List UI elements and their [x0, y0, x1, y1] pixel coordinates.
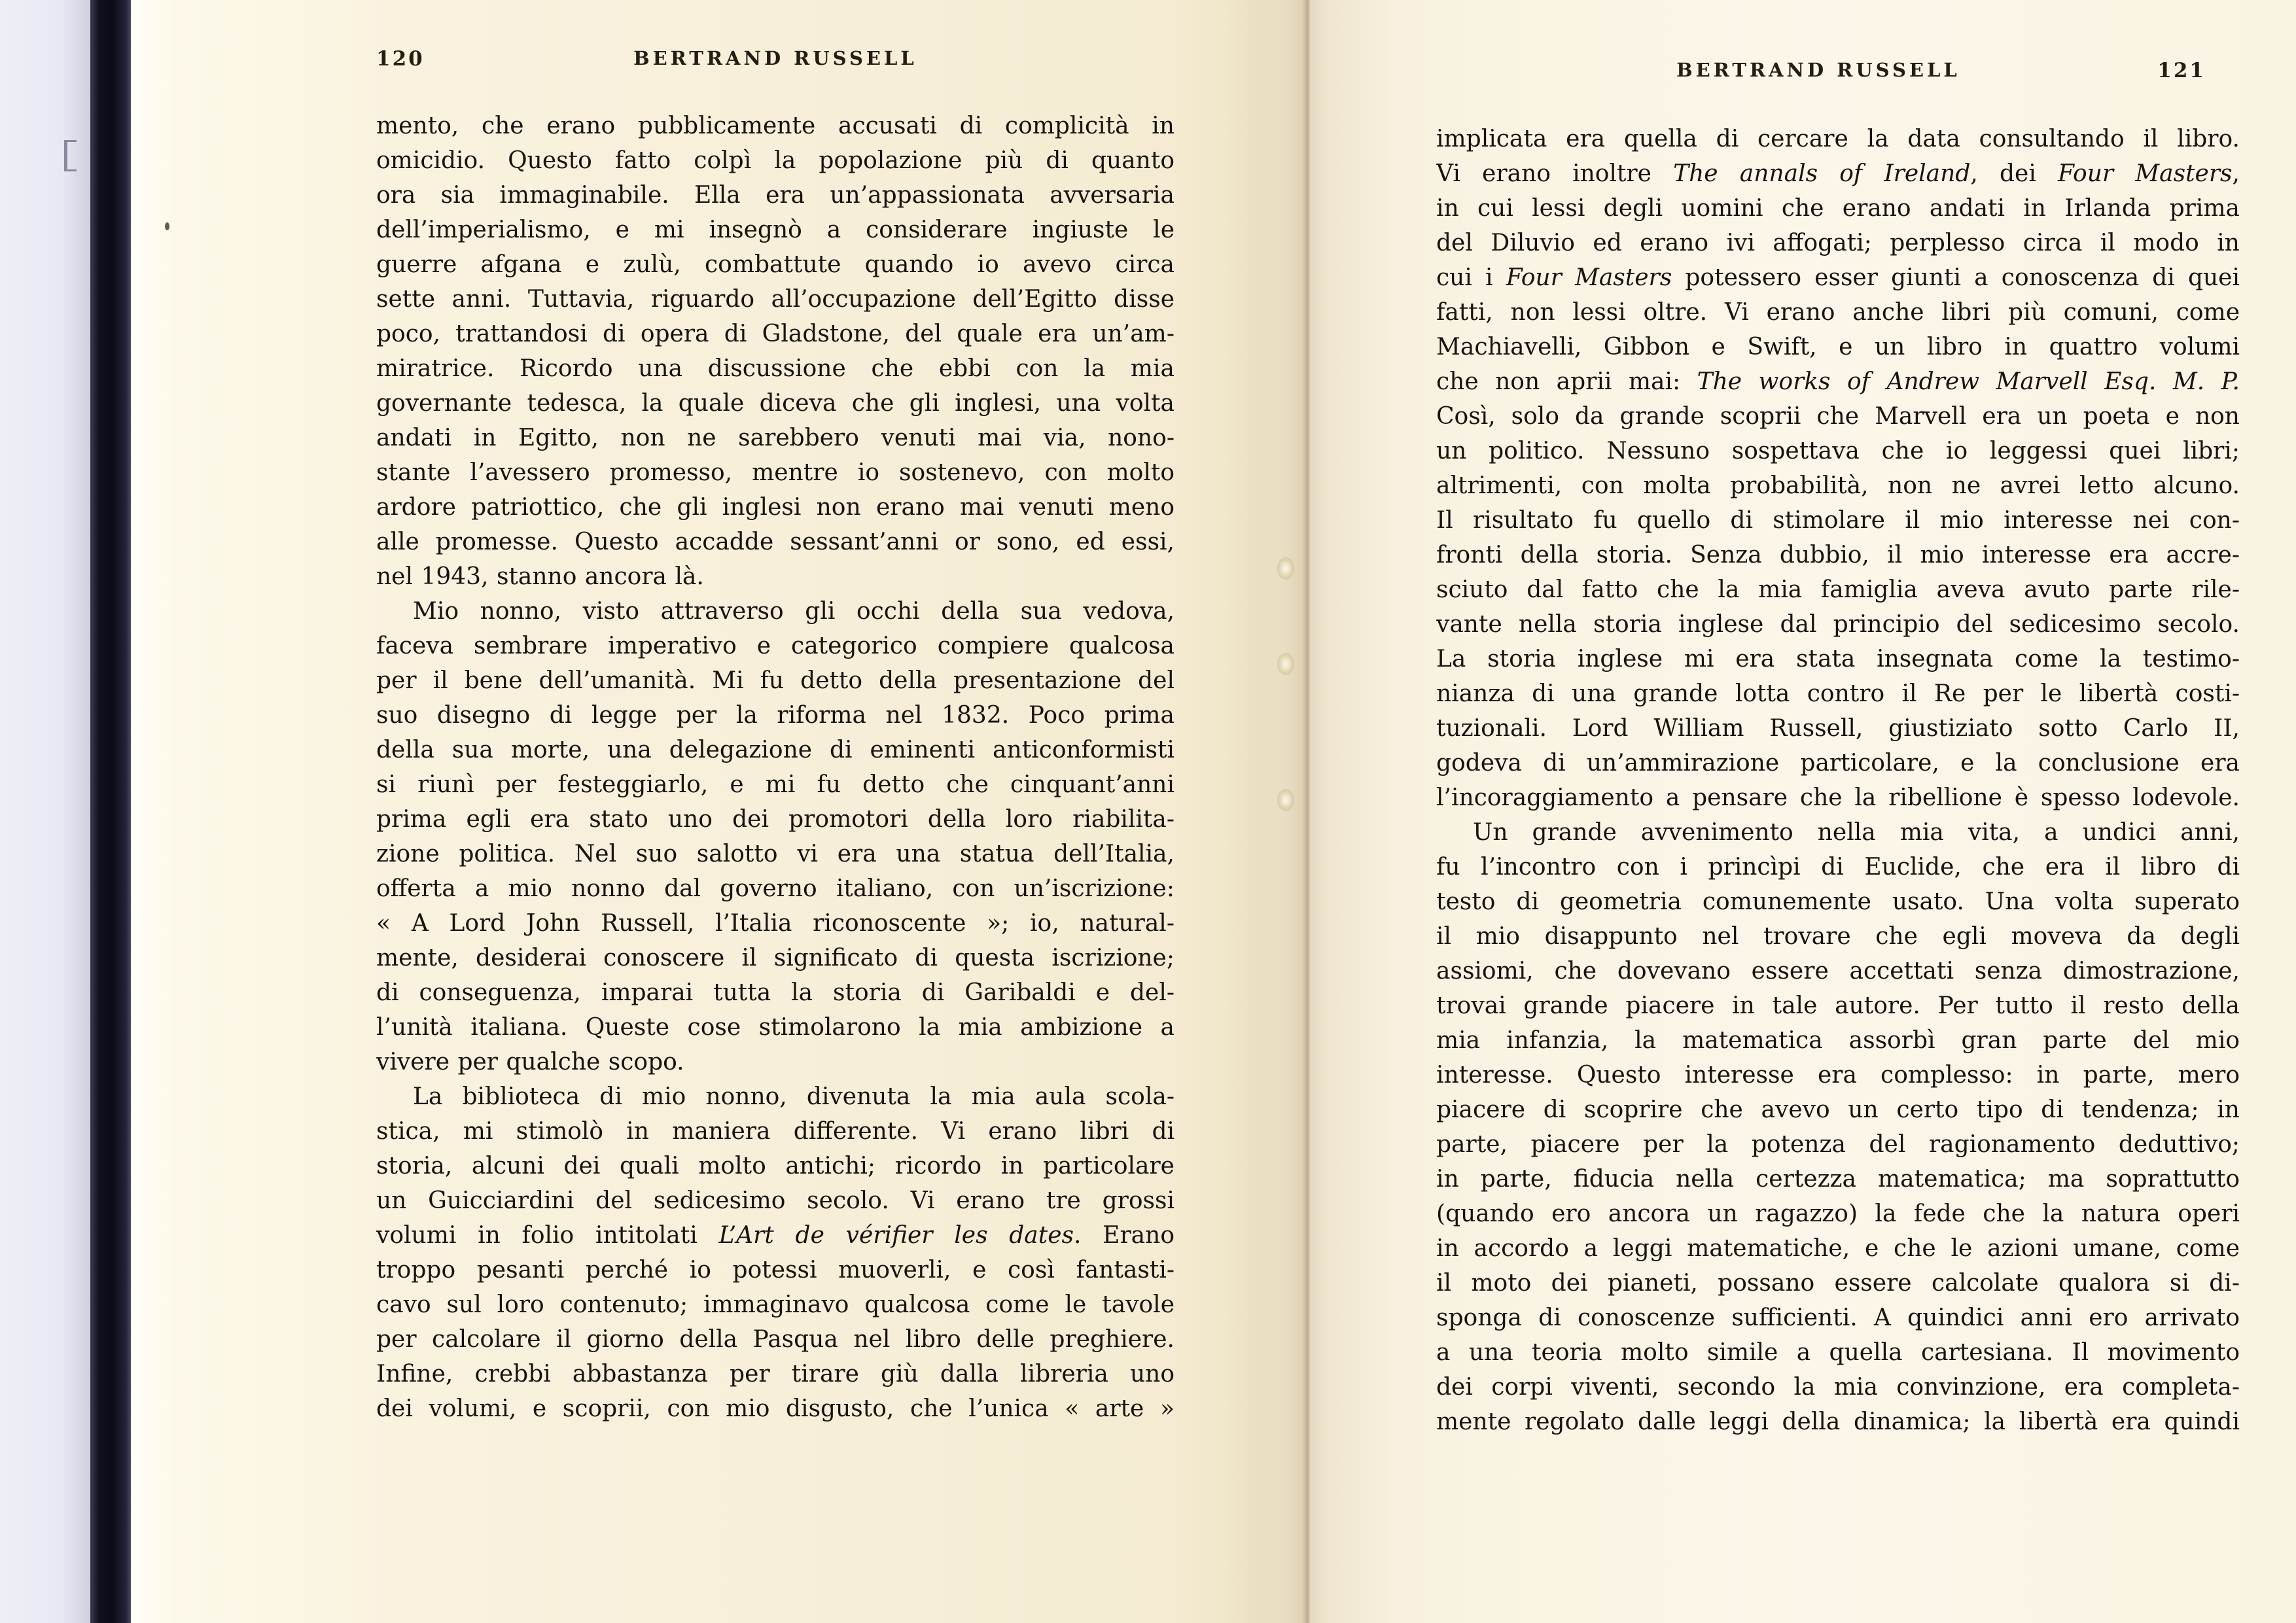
book-cover-edge	[90, 0, 131, 1623]
text-line: cavo sul loro contenuto; immaginavo qualcosa come le tavole	[376, 1291, 1174, 1318]
text-line: altrimenti, con molta probabilità, non ne avrei letto alcuno.	[1436, 472, 2240, 499]
scan-artifact	[64, 140, 77, 171]
text-line: La biblioteca di mio nonno, divenuta la mia aula scola-	[413, 1083, 1174, 1110]
text-line: mia infanzia, la matematica assorbì gran parte del mio	[1436, 1027, 2240, 1054]
page-text-right	[1436, 122, 2240, 1439]
text-line: Così, solo da grande scoprii che Marvell era un poeta e non	[1436, 403, 2240, 430]
text-line: prima egli era stato uno dei promotori della loro riabilita-	[376, 806, 1174, 833]
text-line: fatti, non lessi oltre. Vi erano anche libri più comuni, come	[1436, 299, 2240, 326]
text-line: testo di geometria comunemente usato. Una volta superato	[1436, 888, 2240, 915]
text-line: storia, alcuni dei quali molto antichi; ricordo in particolare	[376, 1153, 1174, 1179]
text-line: stante l’avessero promesso, mentre io sostenevo, con molto	[376, 459, 1174, 486]
text-line: ardore patriottico, che gli inglesi non erano mai venuti meno	[376, 494, 1174, 521]
text-line: Infine, crebbi abbastanza per tirare giù dalla libreria uno	[376, 1361, 1174, 1387]
text-line: piacere di scoprire che avevo un certo tipo di tendenza; in	[1436, 1096, 2240, 1123]
text-line: per il bene dell’umanità. Mi fu detto della presentazione del	[376, 667, 1174, 694]
text-line: a una teoria molto simile a quella cartesiana. Il movimento	[1436, 1339, 2240, 1366]
page-number-right: 121	[2157, 59, 2206, 82]
text-line: in parte, fiducia nella certezza matematica; ma soprattutto	[1436, 1166, 2240, 1193]
binding-stitch-mark	[1277, 557, 1294, 580]
text-line: volumi in folio intitolati L’Art de vérifier les dates. Erano	[376, 1222, 1174, 1249]
text-line: poco, trattandosi di opera di Gladstone, del quale era un’am-	[376, 321, 1174, 347]
text-line: dei corpi viventi, secondo la mia convinzione, era completa-	[1436, 1374, 2240, 1401]
binding-stitch-mark	[1277, 653, 1294, 675]
text-line: parte, piacere per la potenza del ragionamento deduttivo;	[1436, 1131, 2240, 1158]
text-line: fronti della storia. Senza dubbio, il mio interesse era accre-	[1436, 542, 2240, 568]
scanner-background	[0, 0, 105, 1623]
text-line: Un grande avvenimento nella mia vita, a undici anni,	[1473, 819, 2240, 846]
text-line: del Diluvio ed erano ivi affogati; perplesso circa il modo in	[1436, 230, 2240, 256]
text-line: che non aprii mai: The works of Andrew Marvell Esq. M. P.	[1436, 368, 2240, 395]
running-header-left: BERTRAND RUSSELL	[633, 47, 917, 69]
text-line: il moto dei pianeti, possano essere calcolate qualora si di-	[1436, 1270, 2240, 1297]
text-line: Machiavelli, Gibbon e Swift, e un libro in quattro volumi	[1436, 334, 2240, 360]
text-line: un politico. Nessuno sospettava che io leggessi quei libri;	[1436, 438, 2240, 464]
running-header-right: BERTRAND RUSSELL	[1676, 59, 1960, 81]
text-line: in accordo a leggi matematiche, e che le azioni umane, come	[1436, 1235, 2240, 1262]
text-line: mento, che erano pubblicamente accusati di complicità in	[376, 113, 1174, 139]
text-line: l’incoraggiamento a pensare che la ribellione è spesso lodevole.	[1436, 784, 2240, 811]
text-line: l’unità italiana. Queste cose stimolarono la mia ambizione a	[376, 1014, 1174, 1041]
text-line: in cui lessi degli uomini che erano andati in Irlanda prima	[1436, 195, 2240, 222]
text-line: nianza di una grande lotta contro il Re per le libertà costi-	[1436, 680, 2240, 707]
text-line: « A Lord John Russell, l’Italia riconoscente »; io, natural-	[376, 910, 1174, 937]
text-line: dei volumi, e scoprii, con mio disgusto, che l’unica « arte »	[376, 1395, 1174, 1422]
text-line: della sua morte, una delegazione di eminenti anticonformisti	[376, 737, 1174, 763]
text-line: vante nella storia inglese dal principio del sedicesimo secolo.	[1436, 611, 2240, 638]
text-line: mente, desiderai conoscere il significato di questa iscrizione;	[376, 945, 1174, 971]
text-line: sponga di conoscenze sufficienti. A quindici anni ero arrivato	[1436, 1304, 2240, 1331]
text-line: un Guicciardini del sedicesimo secolo. Vi erano tre grossi	[376, 1187, 1174, 1214]
text-line: godeva di un’ammirazione particolare, e la conclusione era	[1436, 750, 2240, 777]
text-line: si riunì per festeggiarlo, e mi fu detto che cinquant’anni	[376, 771, 1174, 798]
text-line: ora sia immaginabile. Ella era un’appassionata avversaria	[376, 182, 1174, 209]
text-line: di conseguenza, imparai tutta la storia di Garibaldi e del-	[376, 979, 1174, 1006]
text-line: cui i Four Masters potessero esser giunti a conoscenza di quei	[1436, 264, 2240, 291]
text-line: (quando ero ancora un ragazzo) la fede che la natura operi	[1436, 1200, 2240, 1227]
text-line: il mio disappunto nel trovare che egli moveva da degli	[1436, 923, 2240, 950]
text-line: per calcolare il giorno della Pasqua nel libro delle preghiere.	[376, 1326, 1174, 1353]
text-line: trovai grande piacere in tale autore. Per tutto il resto della	[1436, 992, 2240, 1019]
text-line: guerre afgana e zulù, combattute quando io avevo circa	[376, 251, 1174, 278]
text-line: fu l’incontro con i princìpi di Euclide, che era il libro di	[1436, 854, 2240, 881]
text-line: Mio nonno, visto attraverso gli occhi della sua vedova,	[413, 598, 1174, 625]
text-line: zione politica. Nel suo salotto vi era una statua dell’Italia,	[376, 841, 1174, 867]
text-line: offerta a mio nonno dal governo italiano, con un’iscrizione:	[376, 875, 1174, 902]
text-line: andati in Egitto, non ne sarebbero venuti mai via, nono-	[376, 425, 1174, 451]
text-line: assiomi, che dovevano essere accettati senza dimostrazione,	[1436, 958, 2240, 985]
text-line: omicidio. Questo fatto colpì la popolazione più di quanto	[376, 147, 1174, 174]
text-line: interesse. Questo interesse era complesso: in parte, mero	[1436, 1062, 2240, 1089]
scan-artifact	[165, 222, 169, 230]
page-number-left: 120	[376, 47, 425, 71]
text-line: mente regolato dalle leggi della dinamica; la libertà era quindi	[1436, 1408, 2240, 1435]
text-line: vivere per qualche scopo.	[376, 1049, 684, 1075]
binding-stitch-mark	[1277, 789, 1294, 811]
page-gutter-shadow	[1224, 0, 1394, 1623]
page-text-left	[376, 109, 1174, 1426]
text-line: dell’imperialismo, e mi insegnò a considerare ingiuste le	[376, 217, 1174, 243]
text-line: faceva sembrare imperativo e categorico compiere qualcosa	[376, 633, 1174, 659]
text-line: implicata era quella di cercare la data consultando il libro.	[1436, 126, 2240, 152]
text-line: La storia inglese mi era stata insegnata come la testimo-	[1436, 646, 2240, 672]
text-line: sciuto dal fatto che la mia famiglia aveva avuto parte rile-	[1436, 576, 2240, 603]
text-line: nel 1943, stanno ancora là.	[376, 563, 704, 590]
text-line: miratrice. Ricordo una discussione che ebbi con la mia	[376, 355, 1174, 382]
text-line: alle promesse. Questo accadde sessant’anni or sono, ed essi,	[376, 529, 1174, 555]
text-line: troppo pesanti perché io potessi muoverli, e così fantasti-	[376, 1257, 1174, 1283]
text-line: tuzionali. Lord William Russell, giustiziato sotto Carlo II,	[1436, 715, 2240, 742]
text-line: Il risultato fu quello di stimolare il mio interesse nei con-	[1436, 507, 2240, 534]
text-line: stica, mi stimolò in maniera differente. Vi erano libri di	[376, 1118, 1174, 1145]
text-line: suo disegno di legge per la riforma nel 1832. Poco prima	[376, 702, 1174, 729]
text-line: sette anni. Tuttavia, riguardo all’occupazione dell’Egitto disse	[376, 286, 1174, 313]
text-line: Vi erano inoltre The annals of Ireland, dei Four Masters,	[1436, 160, 2240, 187]
text-line: governante tedesca, la quale diceva che gli inglesi, una volta	[376, 390, 1174, 417]
